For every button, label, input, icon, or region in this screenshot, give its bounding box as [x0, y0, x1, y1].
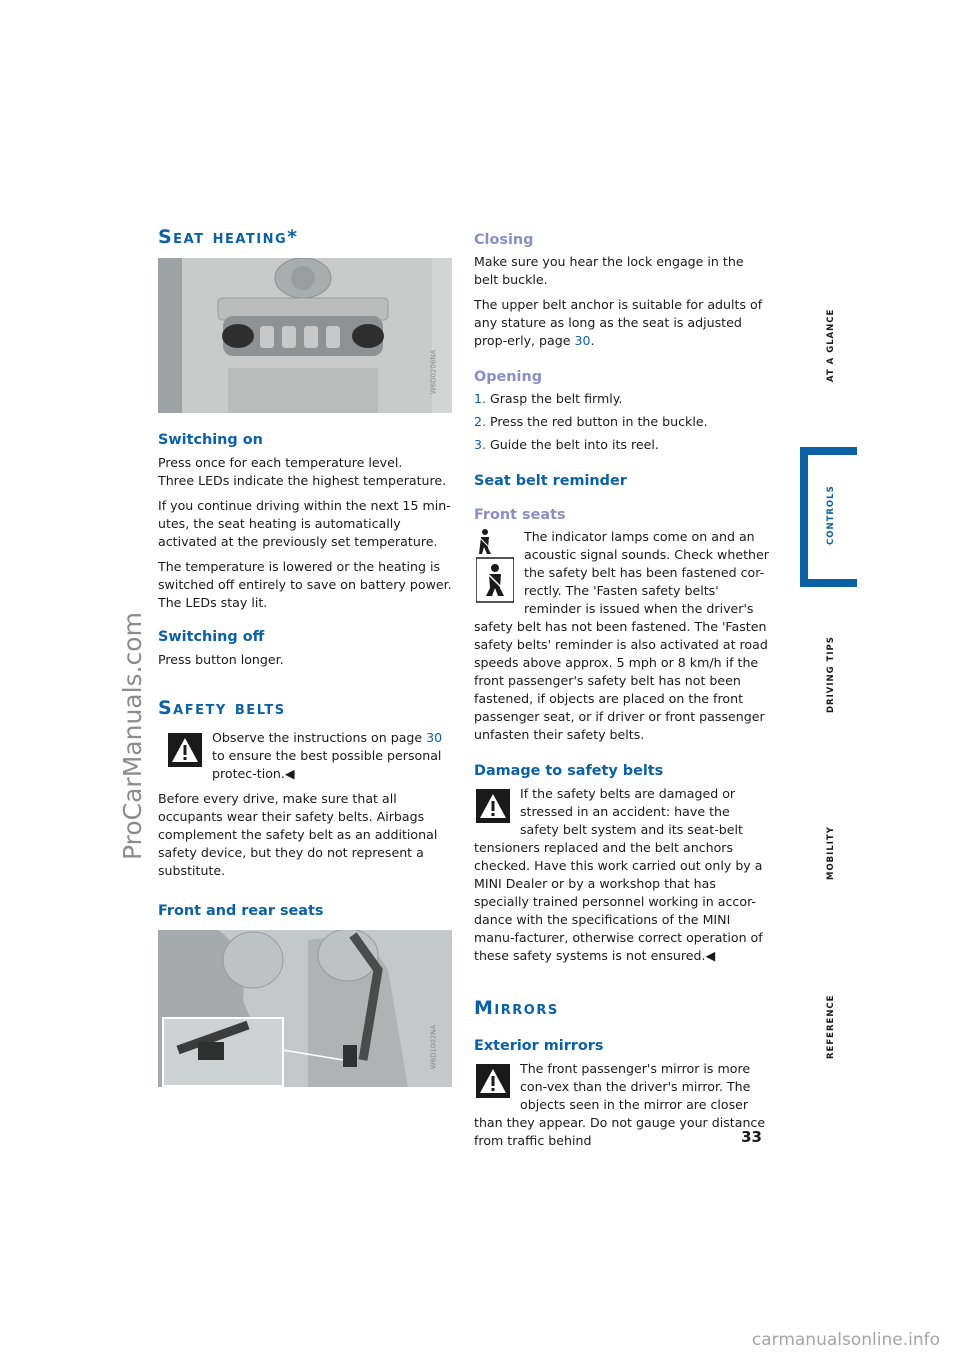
opening-heading: Opening [474, 369, 543, 385]
footer-watermark: carmanualsonline.info [751, 1330, 940, 1350]
warning-icon [168, 733, 202, 767]
damage-heading: Damage to safety belts [474, 763, 664, 779]
switching-off-text: Press button longer. [158, 652, 284, 667]
end-mark-icon: ◀ [705, 948, 716, 963]
side-tab-driving-tips[interactable]: DRIVING TIPS [826, 636, 836, 713]
page-number: 33 [741, 1128, 762, 1146]
opening-list [474, 390, 770, 454]
left-column [158, 228, 454, 1087]
safety-text-2: Before every drive, make sure that all occupants wear their safety belts. Airbags complement the safety belt as an additional safety device, but they do not represent a substitute. [158, 791, 438, 878]
safety-note: Observe the instructions on page 30 to ensure the best possible personal protec-tion.◀ [158, 729, 454, 783]
switching-on-heading: Switching on [158, 432, 263, 448]
side-watermark: ProCarManuals.com [118, 612, 147, 860]
belt-indicator-icons [476, 526, 514, 609]
warning-icon [476, 789, 510, 823]
reminder-heading: Seat belt reminder [474, 473, 627, 489]
page-30-link[interactable]: 30 [426, 730, 443, 745]
list-item: 2. Press the red button in the buckle. [474, 414, 708, 429]
side-tab-reference[interactable]: REFERENCE [826, 994, 836, 1059]
closing-text-1: Make sure you hear the lock engage in the belt buckle. [474, 254, 744, 287]
page-30-link-2[interactable]: 30 [574, 333, 591, 348]
photo-code: W6D0206NA [429, 349, 438, 395]
exterior-mirrors-heading: Exterior mirrors [474, 1038, 604, 1054]
damage-text: If the safety belts are damaged or stressed in an accident: have the safety belt system and its seat-belt tensioners replaced and the belt anchors checked. Have this work carried out only by a MINI Dealer or by a workshop that has specially trained personnel working in accor-dance with the specifications of the MINI manu-facturer, otherwise correct operation of these safety systems is not ensured.◀ [474, 786, 763, 963]
front-rear-heading: Front and rear seats [158, 903, 324, 919]
seat-heating-heading: Seat heating* [158, 226, 299, 248]
mirrors-heading: Mirrors [474, 997, 559, 1019]
switching-off-heading: Switching off [158, 629, 265, 645]
front-seats-text: The indicator lamps come on and an acoustic signal sounds. Check whether the safety belt has been fastened cor-rectly. The 'Fasten safety belts' reminder is issued when the driver's safety belt has not been fastened. The 'Fasten safety belts' reminder is also activated at road speeds above approx. 5 mph or 8 km/h if the front passenger's safety belt has not been fastened, if objects are placed on the front passenger seat, or if driver or front passenger unfasten their safety belts. [474, 528, 770, 744]
seatbelt-icon [476, 526, 514, 604]
right-column [474, 231, 770, 1157]
side-tab-at-a-glance[interactable]: AT A GLANCE [826, 308, 836, 382]
side-tab-controls[interactable]: CONTROLS [826, 485, 836, 545]
list-item: 1. Grasp the belt firmly. [474, 391, 623, 406]
side-tab-mobility[interactable]: MOBILITY [826, 826, 836, 880]
list-item: 3. Guide the belt into its reel. [474, 437, 659, 452]
warning-icon [476, 1064, 510, 1098]
photo-code-2: W6D1002NA [429, 1024, 438, 1070]
belt-illustration [158, 930, 452, 1087]
seat-heating-photo [158, 258, 452, 413]
closing-heading: Closing [474, 232, 534, 248]
exterior-mirrors-text: The front passenger's mirror is more con-vex than the driver's mirror. The objects seen in the mirror are closer than they appear. Do not gauge your distance from traffic behind [474, 1061, 766, 1148]
belt-photo [158, 930, 452, 1087]
front-seats-heading: Front seats [474, 507, 566, 523]
switching-on-text-2: If you continue driving within the next 15 min-utes, the seat heating is automatically activated at the previously set temperature. [158, 498, 451, 549]
switching-on-text-1: Press once for each temperature level. Three LEDs indicate the highest temperature. [158, 455, 447, 488]
end-mark-icon: ◀ [284, 766, 295, 781]
seat-heating-illustration [158, 258, 452, 413]
switching-on-text-3: The temperature is lowered or the heating is switched off entirely to save on battery power. The LEDs stay lit. [158, 559, 452, 610]
closing-text-2: The upper belt anchor is suitable for adults of any stature as long as the seat is adjusted prop-erly, page 30. [474, 297, 763, 348]
safety-belts-heading: Safety belts [158, 697, 286, 719]
